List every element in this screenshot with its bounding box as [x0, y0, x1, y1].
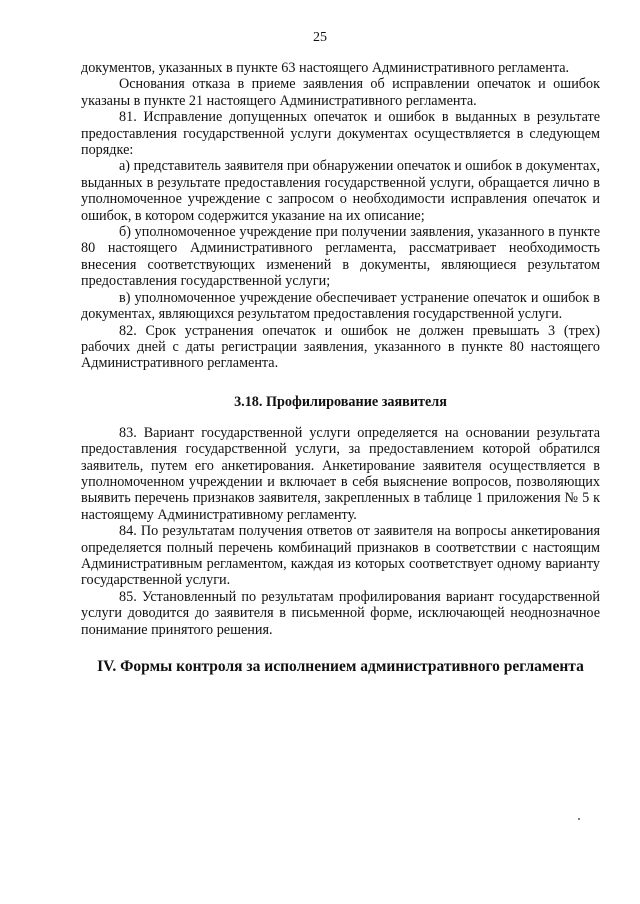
paragraph: Основания отказа в приеме заявления об исправлении опечаток и ошибок указаны в пункте 21 настоящего Административного регламента. [81, 76, 600, 109]
top-paragraphs [81, 60, 600, 372]
document-body [81, 60, 600, 676]
paragraph: в) уполномоченное учреждение обеспечивает устранение опечаток и ошибок в документах, являющихся результатом предоставления государственной услуги. [81, 289, 600, 323]
paragraph: 81. Исправление допущенных опечаток и ошибок в выданных в результате предоставления государственной услуги документах осуществляется в следующем порядке: [81, 109, 600, 159]
paragraph: а) представитель заявителя при обнаружении опечаток и ошибок в документах, выданных в результате предоставления государственной услуги, обращается лично в уполномоченное учреждение с запросом о необходимости исправления опечаток и ошибок, в котором содержится указание на их описание; [81, 158, 600, 224]
page-number: 25 [313, 30, 327, 45]
paragraph: б) уполномоченное учреждение при получении заявления, указанного в пункте 80 настоящего Административного регламента, рассматривает необходимость внесения соответствующих изменений в документы, являющиеся результатом предоставления государственной услуги; [81, 224, 600, 290]
section-paragraphs [81, 425, 600, 638]
paragraph: 85. Установленный по результатам профилирования вариант государственной услуги доводится до заявителя в письменной форме, исключающей неоднозначное понимание принятого решения. [81, 588, 600, 638]
paragraph: 83. Вариант государственной услуги определяется на основании результата предоставления государственной услуги, за предоставлением которой обратился заявитель, путем его анкетирования. Анкетирование заявителя осуществляется в уполномоченном учреждении и включает в себя выяснение вопросов, позволяющих выявить перечень признаков заявителя, закрепленных в таблице 1 приложения № 5 к настоящему Административному регламенту. [81, 424, 600, 523]
paragraph: 82. Срок устранения опечаток и ошибок не должен превышать 3 (трех) рабочих дней с даты регистрации заявления, указанного в пункте 80 настоящего Административного регламента. [81, 322, 600, 372]
section-heading: 3.18. Профилирование заявителя [234, 393, 447, 410]
paragraph: 84. По результатам получения ответов от заявителя на вопросы анкетирования определяется полный перечень комбинаций признаков в соответствии с настоящим Административным регламентом, каждая из которых соответствует одному варианту государственной услуги. [81, 523, 600, 589]
scan-speck [578, 818, 580, 820]
chapter-heading: IV. Формы контроля за исполнением административного регламента [97, 658, 584, 675]
paragraph: документов, указанных в пункте 63 настоящего Административного регламента. [81, 60, 570, 76]
